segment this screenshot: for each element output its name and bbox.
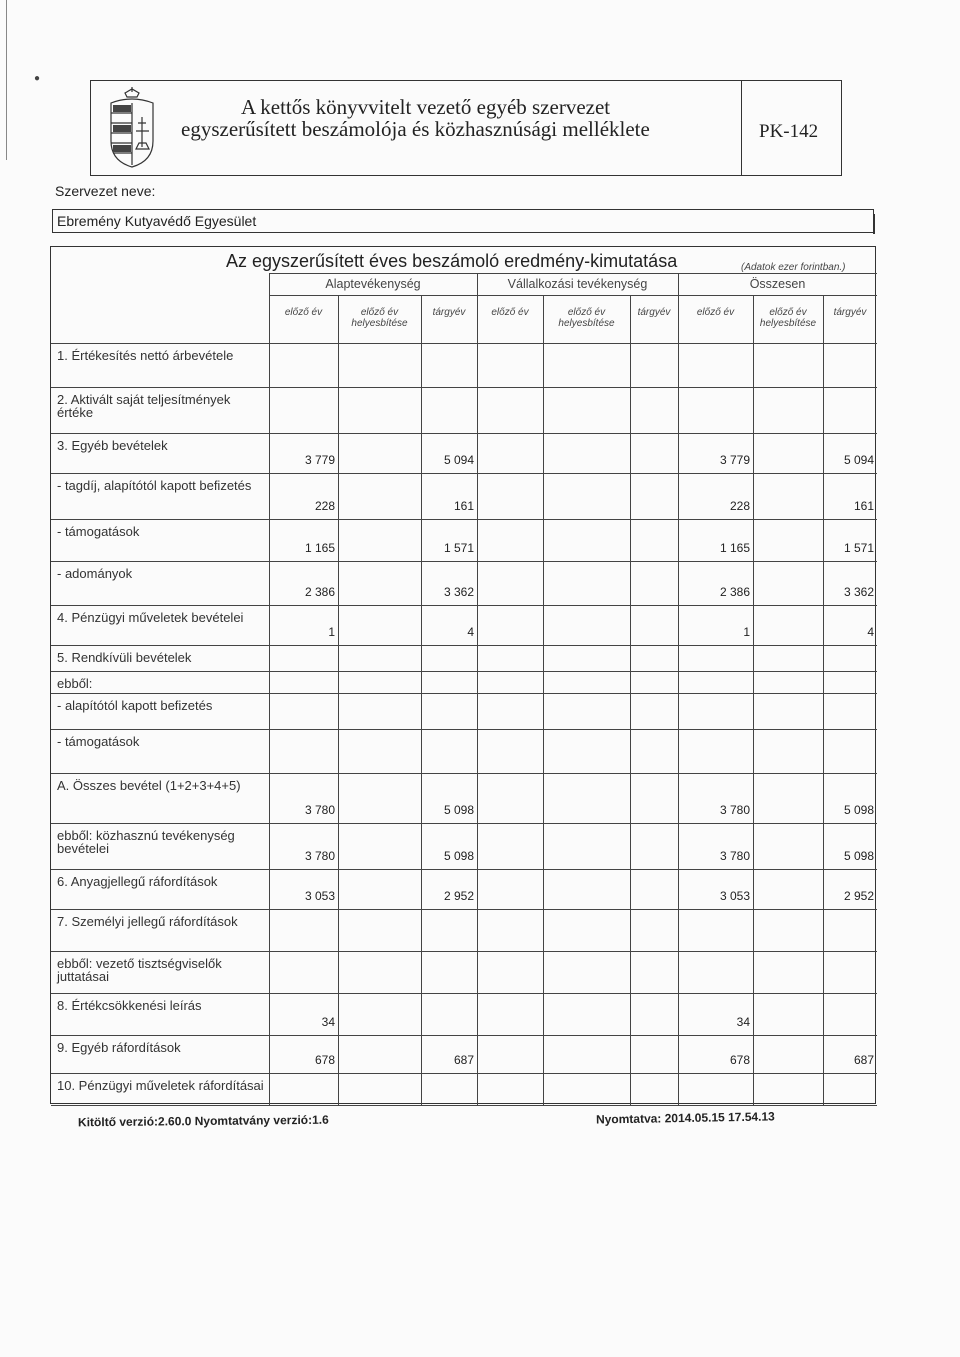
- col-line-4: [630, 295, 631, 1105]
- cell-value: 3 780: [719, 803, 750, 817]
- income-statement-table: [50, 246, 876, 1104]
- row-label: 7. Személyi jellegű ráfordítások: [57, 914, 238, 929]
- col-line-3: [543, 295, 544, 1105]
- cell-value: 3 779: [304, 453, 335, 467]
- row-rule: [51, 645, 877, 646]
- cell-value: 5 098: [843, 849, 874, 863]
- scan-mark: ●: [34, 73, 41, 84]
- form-title-line1: A kettős könyvvitelt vezető egyéb szervezet: [241, 95, 611, 119]
- cell-value: 2 952: [843, 889, 874, 903]
- field-end-mark: [873, 214, 875, 234]
- footer-version: Kitöltő verzió:2.60.0 Nyomtatvány verzió:1.6: [77, 1112, 329, 1130]
- row-label: 8. Értékcsökkenési leírás: [57, 998, 202, 1013]
- cell-value: 34: [321, 1015, 335, 1029]
- cell-value: 34: [736, 1015, 750, 1029]
- col-line-2: [421, 295, 422, 1105]
- group-line-2: [678, 273, 679, 1105]
- col-line-6: [823, 295, 824, 1105]
- cell-value: 1 165: [304, 541, 335, 555]
- row-rule: [51, 605, 877, 606]
- header-divider: [741, 81, 742, 175]
- group-line-1: [477, 273, 478, 1105]
- cell-value: 5 098: [843, 803, 874, 817]
- cell-value: 3 780: [304, 803, 335, 817]
- cell-value: 4: [867, 625, 874, 639]
- subcolumn-label: tárgyév: [833, 307, 867, 318]
- col-line-1: [338, 295, 339, 1105]
- row-rule: [51, 387, 877, 388]
- cell-value: 3 053: [304, 889, 335, 903]
- row-label: 3. Egyéb bevételek: [57, 438, 168, 453]
- organization-label: Szervezet neve:: [55, 183, 156, 199]
- row-label: 5. Rendkívüli bevételek: [57, 650, 192, 665]
- form-code: PK-142: [759, 121, 819, 142]
- row-rule: [51, 473, 877, 474]
- row-rule: [51, 729, 877, 730]
- row-rule: [51, 993, 877, 994]
- row-label: - alapítótól kapott befizetés: [57, 698, 213, 713]
- cell-value: 3 780: [719, 849, 750, 863]
- row-label: - támogatások: [57, 734, 140, 749]
- subcolumn-label: előző év helyesbítése: [558, 307, 615, 329]
- cell-value: 1: [743, 625, 750, 639]
- group-rule: [269, 295, 877, 296]
- row-label: 1. Értékesítés nettó árbevétele: [57, 348, 234, 363]
- row-rule: [51, 773, 877, 774]
- subcolumn-label: előző év helyesbítése: [351, 307, 408, 329]
- organization-name-field: [52, 209, 874, 233]
- cell-value: 678: [314, 1053, 335, 1067]
- cell-value: 687: [853, 1053, 874, 1067]
- coat-of-arms-icon: [103, 87, 161, 169]
- row-label: 9. Egyéb ráfordítások: [57, 1040, 181, 1055]
- cell-value: 3 779: [719, 453, 750, 467]
- row-label: - támogatások: [57, 524, 140, 539]
- row-rule: [51, 1035, 877, 1036]
- subcolumn-label: előző év: [284, 307, 323, 318]
- cell-value: 5 098: [443, 803, 474, 817]
- row-label: - adományok: [57, 566, 133, 581]
- cell-value: 2 386: [304, 585, 335, 599]
- cell-value: 3 362: [843, 585, 874, 599]
- row-rule: [51, 671, 877, 672]
- footer-printed: Nyomtatva: 2014.05.15 17.54.13: [595, 1109, 775, 1127]
- row-label: 6. Anyagjellegű ráfordítások: [57, 874, 218, 889]
- row-label: ebből: vezető tisztségviselők juttatásai: [57, 956, 222, 984]
- subcolumn-label: tárgyév: [432, 307, 466, 318]
- row-rule: [51, 909, 877, 910]
- row-label: - tagdíj, alapítótól kapott befizetés: [57, 478, 252, 493]
- row-rule: [51, 519, 877, 520]
- cell-value: 2 952: [443, 889, 474, 903]
- cell-value: 5 094: [443, 453, 474, 467]
- row-label: ebből:: [57, 676, 93, 691]
- title-rule: [269, 273, 877, 274]
- cell-value: 3 780: [304, 849, 335, 863]
- cell-value: 3 053: [719, 889, 750, 903]
- cell-value: 1 571: [843, 541, 874, 555]
- row-label: 4. Pénzügyi műveletek bevételei: [57, 610, 244, 625]
- form-title-line2: egyszerűsített beszámolója és közhasznúsági melléklete: [181, 117, 650, 141]
- subcolumn-label: előző év: [696, 307, 735, 318]
- cell-value: 4: [467, 625, 474, 639]
- row-rule: [51, 823, 877, 824]
- cell-value: 161: [853, 499, 874, 513]
- cell-value: 5 094: [843, 453, 874, 467]
- cell-value: 228: [314, 499, 335, 513]
- cell-value: 3 362: [443, 585, 474, 599]
- subcolumn-label: előző év: [491, 307, 529, 318]
- row-label: 10. Pénzügyi műveletek ráfordításai: [57, 1078, 264, 1093]
- row-label: ebből: közhasznú tevékenység bevételei: [57, 828, 235, 856]
- subcolumn-label: előző év helyesbítése: [759, 307, 817, 329]
- row-rule: [51, 1105, 877, 1106]
- row-rule: [51, 433, 877, 434]
- form-header: [90, 80, 842, 176]
- row-label: 2. Aktivált saját teljesítmények értéke: [57, 392, 231, 420]
- group-label: Alaptevékenység: [325, 277, 421, 291]
- row-rule: [51, 951, 877, 952]
- scan-edge-line: [6, 0, 7, 160]
- organization-name: Ebremény Kutyavédő Egyesület: [57, 213, 257, 229]
- row-rule: [51, 693, 877, 694]
- cell-value: 687: [453, 1053, 474, 1067]
- table-title: Az egyszerűsített éves beszámoló eredmény-kimutatása: [226, 251, 678, 271]
- cell-value: 5 098: [443, 849, 474, 863]
- col-line-label: [269, 273, 270, 1105]
- cell-value: 1: [328, 625, 335, 639]
- row-label: A. Összes bevétel (1+2+3+4+5): [57, 778, 241, 793]
- col-line-5: [753, 295, 754, 1105]
- cell-value: 228: [729, 499, 750, 513]
- cell-value: 1 165: [719, 541, 750, 555]
- row-rule: [51, 1073, 877, 1074]
- group-label: Összesen: [749, 277, 806, 291]
- subcolumn-label: tárgyév: [637, 307, 671, 318]
- row-rule: [51, 869, 877, 870]
- cell-value: 161: [453, 499, 474, 513]
- cell-value: 678: [729, 1053, 750, 1067]
- row-rule: [51, 561, 877, 562]
- units-note: (Adatok ezer forintban.): [741, 262, 846, 273]
- group-label: Vállalkozási tevékenység: [507, 277, 648, 291]
- cell-value: 2 386: [719, 585, 750, 599]
- cell-value: 1 571: [443, 541, 474, 555]
